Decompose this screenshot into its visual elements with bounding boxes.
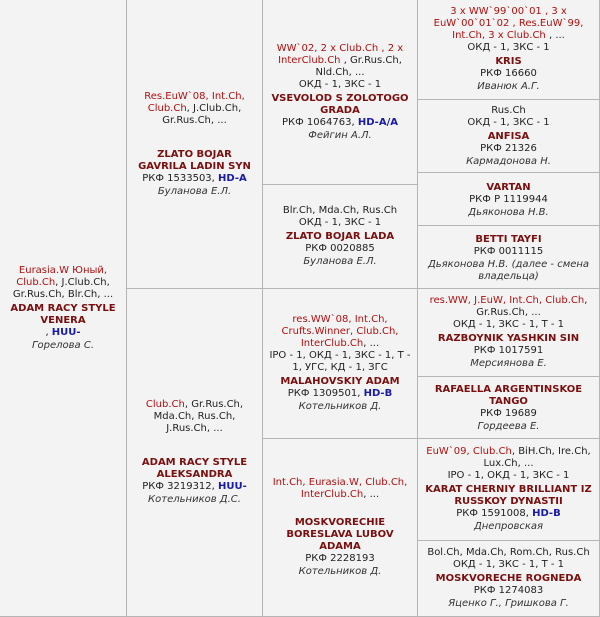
dog-name[interactable]: VARTAN bbox=[486, 181, 531, 193]
dog-owner: Фейгин А.Л. bbox=[308, 129, 372, 141]
dog-titles: res.WW, J.EuW, Int.Ch, Club.Ch, Gr.Rus.Ch, ... bbox=[429, 295, 588, 318]
hd-grade: HD-B bbox=[532, 508, 561, 519]
pedigree-cell-gen3-4 bbox=[263, 439, 418, 617]
dog-name[interactable]: KARAT CHERNIY BRILLIANT IZ RUSSKOY DYNASTII bbox=[425, 484, 592, 507]
dog-work-titles: ОКД - 1, ЗКС - 1 bbox=[298, 217, 382, 228]
dog-registration: РКФ 0020885 bbox=[305, 243, 375, 254]
dog-owner: Днепровская bbox=[473, 521, 544, 532]
dog-name[interactable]: MALAHOVSKIY ADAM bbox=[280, 376, 400, 387]
dog-owner: Горелова С. bbox=[31, 339, 95, 351]
dog-name[interactable]: VSEVOLOD S ZOLOTOGO GRADA bbox=[271, 92, 409, 116]
pedigree-cell-gen3-3 bbox=[263, 289, 418, 439]
dog-work-titles: IPO - 1, ОКД - 1, ЗКС - 1, T - 1, УГС, КД - 1, ЗГС bbox=[269, 350, 411, 373]
dog-name[interactable]: ZLATO BOJAR LADA bbox=[285, 231, 395, 242]
dog-titles: Res.EuW`08, Int.Ch, Club.Ch, J.Club.Ch, Gr.Rus.Ch, ... bbox=[144, 90, 245, 126]
dog-owner: Гордеева Е. bbox=[477, 421, 540, 432]
dog-name[interactable]: ANFISA bbox=[487, 130, 530, 142]
pedigree-cell-gen4-7 bbox=[418, 439, 600, 541]
dog-owner: Буланова Е.Л. bbox=[157, 185, 232, 197]
dog-owner: Кармадонова Н. bbox=[466, 155, 551, 167]
hd-grade: HD-A bbox=[218, 172, 247, 184]
dog-titles: Bol.Ch, Mda.Ch, Rom.Ch, Rus.Ch bbox=[427, 547, 590, 558]
pedigree-cell-gen2-sire bbox=[127, 0, 263, 289]
dog-owner: Дьяконова Н.В. (далее - смена владельца) bbox=[427, 258, 590, 282]
pedigree-cell-gen3-2 bbox=[263, 185, 418, 289]
dog-name[interactable]: RAFAELLA ARGENTINSKOE TANGO bbox=[434, 384, 583, 407]
dog-work-titles: ОКД - 1, ЗКС - 1 bbox=[467, 42, 550, 53]
dog-registration: РКФ 19689 bbox=[480, 408, 537, 419]
dog-titles: Int.Ch, Eurasia.W, Club.Ch, InterClub.Ch, ... bbox=[272, 477, 408, 500]
pedigree-cell-gen4-6 bbox=[418, 377, 600, 439]
dog-titles: Rus.Ch bbox=[491, 104, 526, 116]
pedigree-cell-gen4-1 bbox=[418, 0, 600, 100]
dog-registration: РКФ Р 1119944 bbox=[469, 193, 548, 205]
dog-owner: Яценко Г., Гришкова Г. bbox=[448, 598, 569, 609]
pedigree-cell-gen2-dam bbox=[127, 289, 263, 617]
dog-name[interactable]: ADAM RACY STYLE ALEKSANDRA bbox=[141, 457, 248, 480]
pedigree-cell-gen4-8 bbox=[418, 541, 600, 617]
dog-name[interactable]: KRIS bbox=[495, 56, 522, 67]
dog-registration: РКФ 0011115 bbox=[473, 245, 544, 257]
pedigree-cell-gen4-3 bbox=[418, 173, 600, 226]
dog-owner: Иванюк А.Г. bbox=[477, 81, 540, 92]
dog-registration: РКФ 2228193 bbox=[305, 553, 375, 564]
dog-registration: , HUU- bbox=[45, 326, 81, 338]
dog-owner: Котельников Д. bbox=[298, 401, 382, 412]
dog-owner: Дьяконова Н.В. bbox=[468, 206, 549, 218]
dog-registration: РКФ 1064763, HD-A/A bbox=[282, 116, 398, 128]
dog-name[interactable]: ZLATO BOJAR GAVRILA LADIN SYN bbox=[138, 148, 251, 172]
hd-grade: HUU- bbox=[218, 481, 247, 492]
dog-registration: РКФ 1533503, HD-A bbox=[142, 172, 247, 184]
dog-owner: Котельников Д. bbox=[298, 566, 382, 577]
dog-registration: РКФ 3219312, HUU- bbox=[142, 481, 247, 492]
dog-work-titles: ОКД - 1, ЗКС - 1 bbox=[467, 116, 550, 128]
dog-work-titles: ОКД - 1, ЗКС - 1 bbox=[298, 78, 382, 90]
dog-name[interactable]: MOSKVORECHIE BORESLAVA LUBOV ADAMA bbox=[286, 517, 394, 552]
hd-grade: HD-B bbox=[363, 388, 393, 399]
dog-titles: 3 x WW`99`00`01 , 3 x EuW`00`01`02 , Res.EuW`99, Int.Ch, 3 x Club.Ch , ... bbox=[433, 6, 584, 41]
dog-titles: WW`02, 2 x Club.Ch , 2 x InterClub.Ch , Gr.Rus.Ch, Nld.Ch, ... bbox=[276, 42, 404, 78]
dog-owner: Мерсиянова Е. bbox=[470, 358, 547, 369]
dog-work-titles: IPO - 1, ОКД - 1, ЗКС - 1 bbox=[447, 470, 570, 481]
pedigree-cell-gen1 bbox=[0, 0, 127, 617]
dog-registration: РКФ 1017591 bbox=[473, 345, 544, 356]
dog-titles: res.WW`08, Int.Ch, Crufts.Winner, Club.Ch, InterClub.Ch, ... bbox=[281, 314, 399, 349]
dog-owner: Буланова Е.Л. bbox=[303, 256, 377, 267]
dog-registration: РКФ 21326 bbox=[480, 142, 537, 154]
pedigree-cell-gen4-2 bbox=[418, 100, 600, 173]
pedigree-cell-gen3-1 bbox=[263, 0, 418, 185]
dog-work-titles: ОКД - 1, ЗКС - 1, T - 1 bbox=[452, 319, 565, 330]
pedigree-cell-gen4-5 bbox=[418, 289, 600, 377]
dog-registration: РКФ 1309501, HD-B bbox=[287, 388, 393, 399]
dog-titles: EuW`09, Club.Ch, BiH.Ch, Ire.Ch, Lux.Ch, ... bbox=[426, 446, 591, 469]
hd-grade: HD-A/A bbox=[357, 116, 398, 128]
pedigree-cell-gen4-4 bbox=[418, 226, 600, 289]
dog-owner: Котельников Д.С. bbox=[148, 494, 241, 505]
dog-titles: Blr.Ch, Mda.Ch, Rus.Ch bbox=[282, 205, 398, 216]
dog-titles: Club.Ch, Gr.Rus.Ch, Mda.Ch, Rus.Ch, J.Rus.Ch, ... bbox=[145, 399, 244, 434]
dog-name[interactable]: RAZBOYNIK YASHKIN SIN bbox=[437, 333, 580, 344]
dog-name[interactable]: ADAM RACY STYLE VENERA bbox=[10, 302, 116, 326]
dog-registration: РКФ 16660 bbox=[480, 68, 537, 79]
hd-grade: HUU- bbox=[51, 326, 81, 338]
dog-name[interactable]: BETTI TAYFI bbox=[475, 233, 542, 245]
dog-name[interactable]: MOSKVORECHE ROGNEDA bbox=[435, 573, 582, 584]
dog-registration: РКФ 1591008, HD-B bbox=[456, 508, 561, 519]
dog-work-titles: ОКД - 1, ЗКС - 1, T - 1 bbox=[452, 559, 565, 570]
dog-registration: РКФ 1274083 bbox=[473, 585, 544, 596]
dog-titles: Eurasia.W Юный, Club.Ch, J.Club.Ch, Gr.Rus.Ch, Blr.Ch, ... bbox=[12, 264, 114, 300]
